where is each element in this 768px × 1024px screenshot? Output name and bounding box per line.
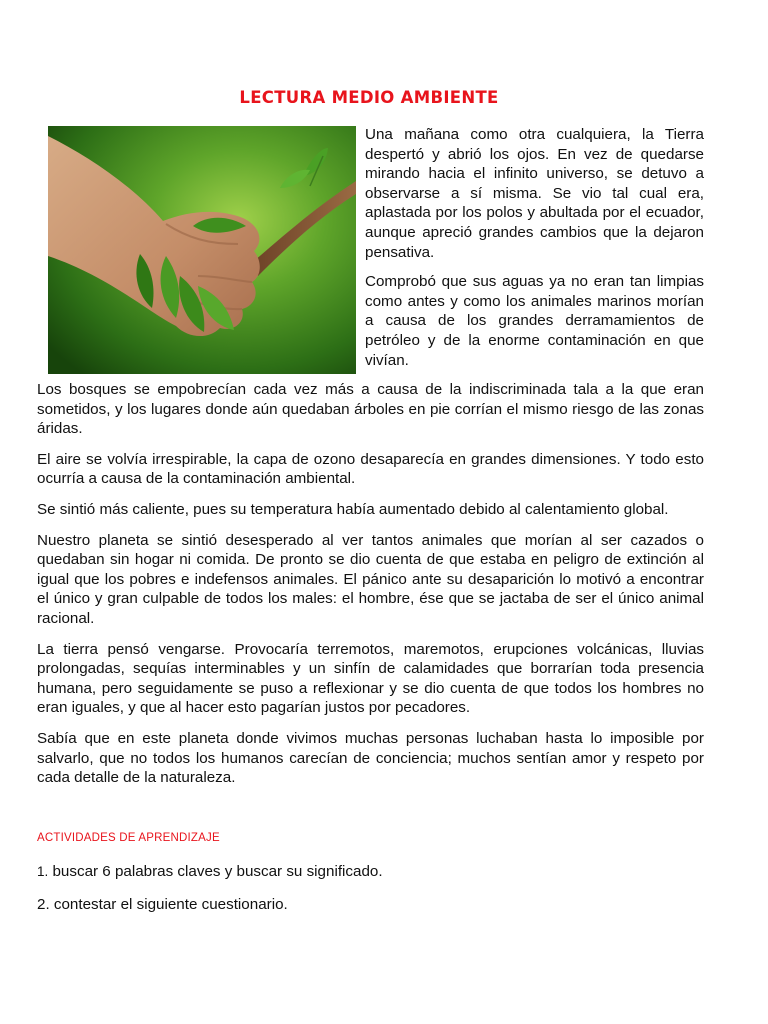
paragraph: La tierra pensó vengarse. Provocaría terremotos, maremotos, erupciones volcánicas, lluvias prolongadas, sequías interminables y un sinfín de calamidades que borrarían toda presencia humana, pero seguidamente se puso a reflexionar y se dio cuenta de que todos los hombres no eran iguales, y que al hacer esto pagarían justos por pecadores. xyxy=(37,640,704,717)
activities-heading: ACTIVIDADES DE APRENDIZAJE xyxy=(37,832,220,844)
story-body xyxy=(37,380,704,799)
activities-list xyxy=(37,862,704,927)
paragraph: Nuestro planeta se sintió desesperado al ver tantos animales que morían al ser cazados o quedaban sin hogar ni comida. De pronto se dio cuenta de que estaba en peligro de extinción al igual que los pobres e indefensos animales. El pánico ante su desaparición lo motivó a encontrar el único y gran culpable de todos los males: el hombre, ése que se jactaba de ser el único animal racional. xyxy=(37,531,704,627)
activity-text: buscar 6 palabras claves y buscar su significado. xyxy=(48,863,383,880)
activity-text: contestar el siguiente cuestionario. xyxy=(49,895,288,913)
paragraph: El aire se volvía irrespirable, la capa de ozono desaparecía en grandes dimensiones. Y todo esto ocurría a causa de la contaminación ambiental. xyxy=(37,450,704,488)
page-title: LECTURA MEDIO AMBIENTE xyxy=(239,88,499,107)
activity-number: 1. xyxy=(37,864,49,879)
activity-item xyxy=(37,895,704,915)
paragraph: Comprobó que sus aguas ya no eran tan limpias como antes y como los animales marinos morían a causa de los grandes derramamientos de petróleo y de la enorme contaminación en que vivían. xyxy=(365,273,704,369)
paragraph: Los bosques se empobrecían cada vez más a causa de la indiscriminada tala a la que eran sometidos, y los lugares donde aún quedaban árboles en pie corrían el mismo riesgo de las zonas áridas. xyxy=(37,381,704,438)
activity-item xyxy=(37,862,704,882)
activity-number: 2. xyxy=(37,895,50,913)
intro-text-column xyxy=(365,125,704,380)
paragraph: Sabía que en este planeta donde vivimos muchas personas luchaban hasta lo imposible por salvarlo, que no todos los humanos carecían de conciencia; muchos sentían amor y respeto por cada detalle de la naturaleza. xyxy=(37,729,704,787)
paragraph: Una mañana como otra cualquiera, la Tierra despertó y abrió los ojos. En vez de quedarse mirando hacia el infinito universo, se detuvo a observarse a sí misma. Se vio tal cual era, aplastada por los polos y abultada por el ecuador, aunque apreció grandes cambios que la dejaron pensativa. xyxy=(365,126,704,261)
paragraph: Se sintió más caliente, pues su temperatura había aumentado debido al calentamiento global. xyxy=(37,500,669,518)
illustration-svg xyxy=(48,126,356,374)
hand-holding-sprout-branch-image xyxy=(48,126,356,374)
